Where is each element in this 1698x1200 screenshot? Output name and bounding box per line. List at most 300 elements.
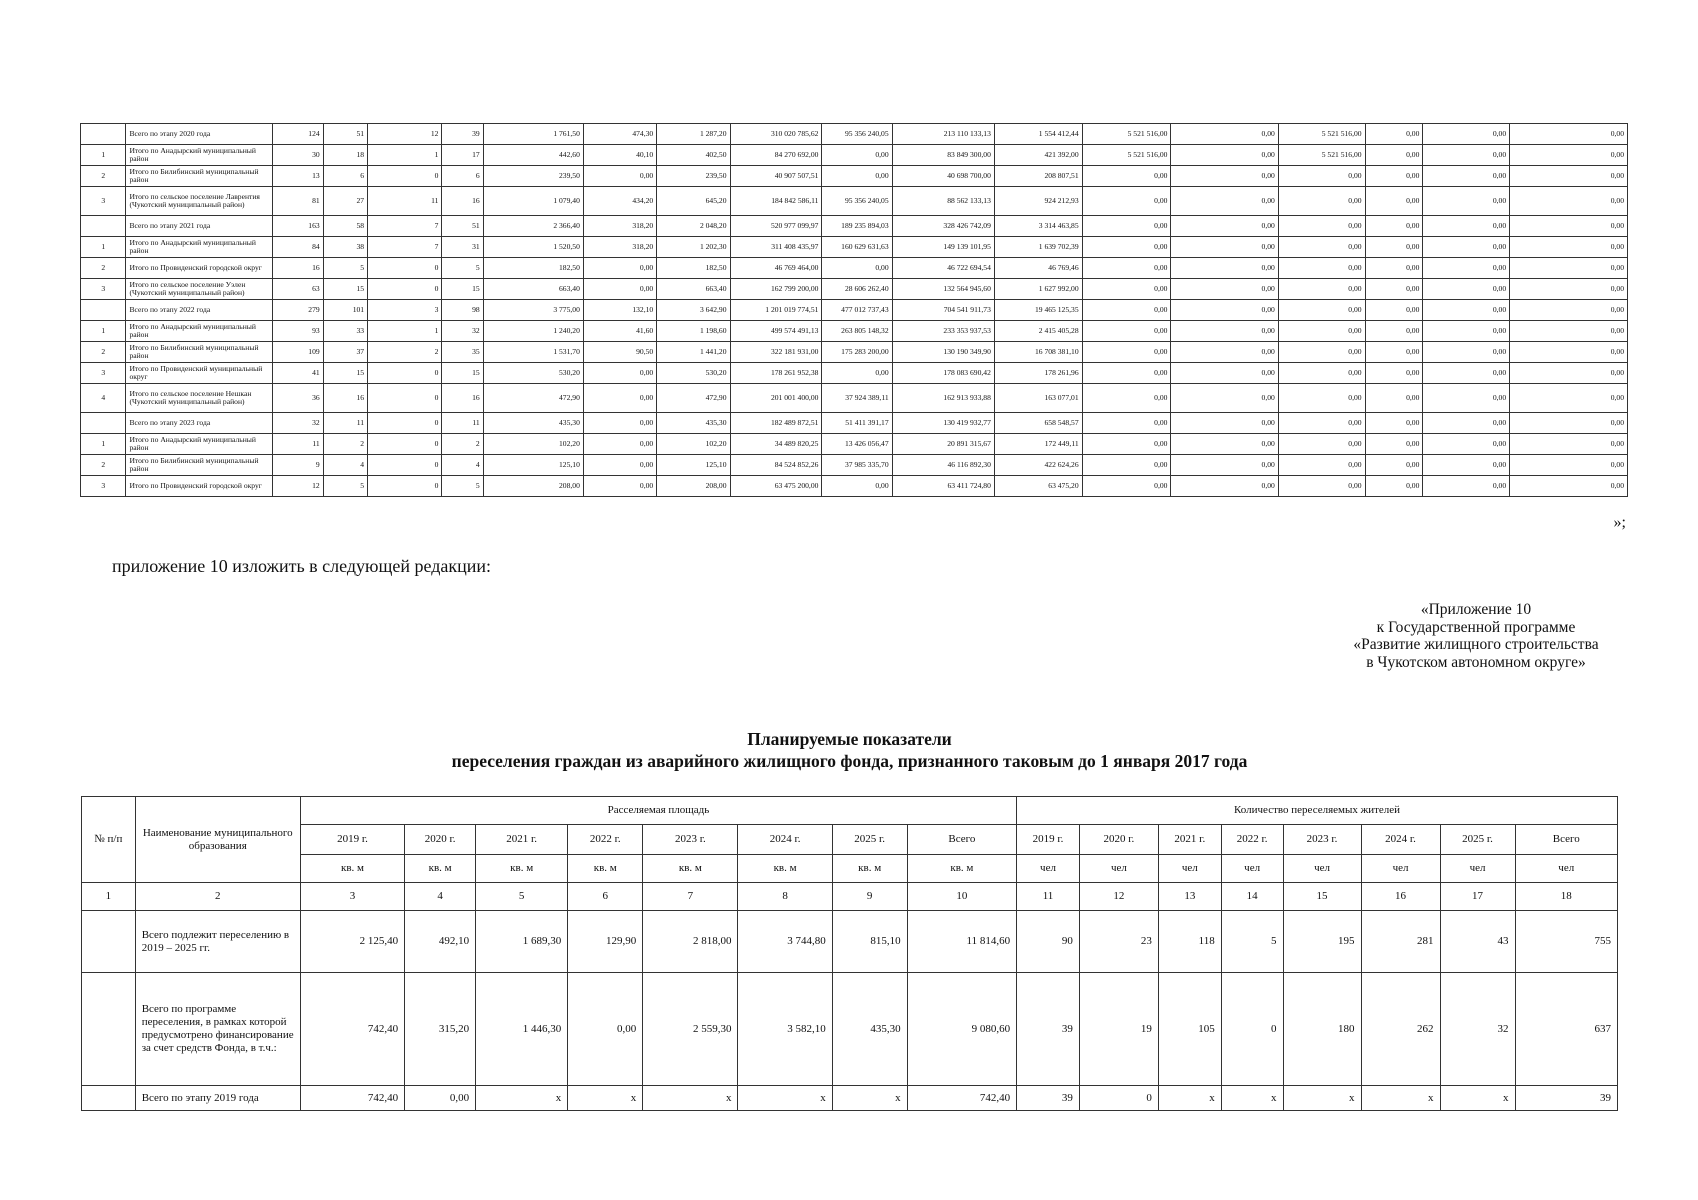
prior-table-cell: 0 (368, 384, 442, 413)
column-number: 17 (1440, 883, 1515, 911)
prior-table-cell: 322 181 931,00 (730, 342, 822, 363)
prior-table-row (81, 384, 1628, 413)
area-value: x (568, 1086, 643, 1111)
prior-table-cell: 239,50 (657, 166, 730, 187)
prior-table-cell: 0,00 (1423, 124, 1510, 145)
prior-table-cell: 2 (368, 342, 442, 363)
prior-table-cell: 0,00 (1423, 413, 1510, 434)
area-value: x (738, 1086, 832, 1111)
prior-table-cell: 0,00 (1082, 413, 1171, 434)
prior-table-cell: 0,00 (1278, 300, 1365, 321)
prior-table-cell: 0,00 (1423, 363, 1510, 384)
appendix-line: «Приложение 10 (1420, 601, 1532, 618)
prior-table-cell: 4 (442, 455, 483, 476)
prior-table-cell: 472,90 (657, 384, 730, 413)
prior-table-cell: 311 408 435,97 (730, 237, 822, 258)
prior-table-cell: 318,20 (583, 237, 656, 258)
prior-table-cell: 1 (81, 321, 126, 342)
prior-table-cell: 0,00 (1171, 342, 1278, 363)
prior-table-cell: 0,00 (822, 476, 892, 497)
people-value: 90 (1017, 911, 1080, 973)
column-number: 11 (1017, 883, 1080, 911)
prior-table-cell: 0,00 (1082, 166, 1171, 187)
prior-table-cell: 0 (368, 258, 442, 279)
prior-table-cell: 0,00 (1365, 342, 1423, 363)
people-value: x (1158, 1086, 1221, 1111)
prior-table-cell: 0,00 (1423, 384, 1510, 413)
prior-table-cell: 0,00 (1171, 434, 1278, 455)
prior-table-row (81, 216, 1628, 237)
prior-table-cell: 645,20 (657, 187, 730, 216)
resettlement-table (81, 796, 1618, 1111)
prior-table-cell: 318,20 (583, 216, 656, 237)
area-value: 742,40 (300, 1086, 404, 1111)
area-value: 129,90 (568, 911, 643, 973)
prior-table-cell: 33 (323, 321, 367, 342)
prior-table-cell: 20 891 315,67 (892, 434, 994, 455)
prior-table-cell: 5 (323, 258, 367, 279)
people-value: 39 (1515, 1086, 1618, 1111)
prior-table-cell: 1 627 992,00 (994, 279, 1082, 300)
prior-table-cell: 9 (273, 455, 324, 476)
column-number: 4 (405, 883, 476, 911)
prior-table-cell (81, 413, 126, 434)
prior-table-cell: 37 924 389,11 (822, 384, 892, 413)
prior-table-cell: 0,00 (1082, 279, 1171, 300)
prior-table-cell: 37 (323, 342, 367, 363)
unit-header: чел (1017, 855, 1080, 883)
prior-table-cell: 13 426 056,47 (822, 434, 892, 455)
year-header: 2021 г. (476, 825, 568, 855)
prior-table-cell: Итого по Анадырский муниципальный район (126, 434, 273, 455)
prior-table-cell: Итого по Провиденский муниципальный округ (126, 363, 273, 384)
prior-table-cell: 0,00 (1082, 363, 1171, 384)
prior-table-cell: 125,10 (657, 455, 730, 476)
prior-table-cell: 0,00 (1365, 187, 1423, 216)
prior-table-cell: 102,20 (483, 434, 583, 455)
prior-table-cell: 3 (81, 363, 126, 384)
prior-table-cell: 132,10 (583, 300, 656, 321)
prior-table-cell: 0,00 (583, 413, 656, 434)
prior-table-cell: 0,00 (1082, 434, 1171, 455)
prior-table-cell: 175 283 200,00 (822, 342, 892, 363)
prior-table-cell: 1 531,70 (483, 342, 583, 363)
prior-table-cell: 40 907 507,51 (730, 166, 822, 187)
prior-table-cell: 0,00 (1171, 258, 1278, 279)
prior-table-cell: 1 (368, 321, 442, 342)
prior-table-cell: 58 (323, 216, 367, 237)
prior-table-cell: 46 722 694,54 (892, 258, 994, 279)
prior-table-cell: 30 (273, 145, 324, 166)
prior-table-cell: 0,00 (1278, 237, 1365, 258)
prior-table-cell (81, 124, 126, 145)
prior-table-cell: 189 235 894,03 (822, 216, 892, 237)
prior-table-cell: 0,00 (1278, 342, 1365, 363)
prior-table-cell: Итого по Анадырский муниципальный район (126, 145, 273, 166)
prior-table-cell: 46 769 464,00 (730, 258, 822, 279)
prior-table-cell: 0,00 (1510, 300, 1628, 321)
prior-table-cell: 162 799 200,00 (730, 279, 822, 300)
area-value: 435,30 (832, 973, 907, 1086)
prior-table-cell: 0,00 (1365, 455, 1423, 476)
row-number (82, 973, 136, 1086)
prior-table-cell: 704 541 911,73 (892, 300, 994, 321)
prior-table-cell: 0,00 (1171, 413, 1278, 434)
prior-table-cell: 109 (273, 342, 324, 363)
prior-table-cell: 2 (81, 455, 126, 476)
prior-table-cell: 1 (81, 237, 126, 258)
unit-header: кв. м (568, 855, 643, 883)
prior-table-cell: Итого по сельское поселение Лаврентия (Чукотский муниципальный район) (126, 187, 273, 216)
prior-table-cell: 0,00 (1365, 124, 1423, 145)
prior-table-cell: 0,00 (583, 279, 656, 300)
prior-table-cell: 1 287,20 (657, 124, 730, 145)
prior-table-cell: 93 (273, 321, 324, 342)
table-row (82, 911, 1618, 973)
prior-table-cell: 2 (323, 434, 367, 455)
prior-table-cell: 421 392,00 (994, 145, 1082, 166)
prior-table-cell: 1 079,40 (483, 187, 583, 216)
people-value: 19 (1079, 973, 1158, 1086)
prior-table-cell: 0 (368, 363, 442, 384)
prior-table-cell: 530,20 (483, 363, 583, 384)
prior-table-cell: 1 441,20 (657, 342, 730, 363)
prior-table-cell: Всего по этапу 2020 года (126, 124, 273, 145)
people-value: 0 (1079, 1086, 1158, 1111)
year-header: 2019 г. (300, 825, 404, 855)
people-value: 43 (1440, 911, 1515, 973)
prior-table-cell: 0,00 (1171, 363, 1278, 384)
people-value: 195 (1283, 911, 1361, 973)
year-header: 2021 г. (1158, 825, 1221, 855)
prior-table-cell: 0,00 (1171, 216, 1278, 237)
prior-table-row (81, 434, 1628, 455)
prior-table-cell: 16 708 381,10 (994, 342, 1082, 363)
area-value: 3 744,80 (738, 911, 832, 973)
prior-table-cell: 0,00 (1510, 279, 1628, 300)
prior-table-cell: 0,00 (583, 166, 656, 187)
prior-table-cell: 160 629 631,63 (822, 237, 892, 258)
prior-table-cell: 0,00 (1278, 321, 1365, 342)
prior-table-cell: 95 356 240,05 (822, 187, 892, 216)
prior-table-cell: 162 913 933,88 (892, 384, 994, 413)
column-number: 18 (1515, 883, 1618, 911)
prior-table-cell: 5 521 516,00 (1278, 124, 1365, 145)
year-header: 2019 г. (1017, 825, 1080, 855)
prior-table-cell: 0,00 (822, 166, 892, 187)
prior-table-cell: 0,00 (1082, 321, 1171, 342)
prior-table-cell: 0,00 (1082, 300, 1171, 321)
year-header: 2025 г. (832, 825, 907, 855)
prior-table-cell: 46 116 892,30 (892, 455, 994, 476)
column-number: 10 (907, 883, 1016, 911)
prior-table-cell: 83 849 300,00 (892, 145, 994, 166)
column-number: 13 (1158, 883, 1221, 911)
prior-table-cell: 16 (323, 384, 367, 413)
prior-table-cell: 84 270 692,00 (730, 145, 822, 166)
prior-table-cell: Всего по этапу 2021 года (126, 216, 273, 237)
year-header: 2023 г. (1283, 825, 1361, 855)
prior-table-cell: 0,00 (583, 258, 656, 279)
area-value: 0,00 (405, 1086, 476, 1111)
prior-table-cell: 182,50 (483, 258, 583, 279)
prior-table-cell: 0 (368, 279, 442, 300)
year-header: 2025 г. (1440, 825, 1515, 855)
people-value: x (1221, 1086, 1283, 1111)
year-header: 2024 г. (1361, 825, 1440, 855)
appendix-line: в Чукотском автономном округе» (1366, 653, 1586, 671)
prior-table-cell: 402,50 (657, 145, 730, 166)
prior-table-cell: 125,10 (483, 455, 583, 476)
prior-table-cell: 0,00 (1510, 237, 1628, 258)
prior-table-row (81, 342, 1628, 363)
prior-table-cell: 328 426 742,09 (892, 216, 994, 237)
table-row (82, 973, 1618, 1086)
people-value: 105 (1158, 973, 1221, 1086)
prior-table-cell: 0,00 (1423, 434, 1510, 455)
quote-end-mark: »; (1613, 514, 1626, 531)
area-value: 2 818,00 (643, 911, 738, 973)
prior-table-cell: 0,00 (1278, 216, 1365, 237)
prior-table-cell: 5 (323, 476, 367, 497)
prior-table-cell: 530,20 (657, 363, 730, 384)
prior-table-cell: 0 (368, 166, 442, 187)
area-value: 492,10 (405, 911, 476, 973)
people-value: 755 (1515, 911, 1618, 973)
prior-table-row (81, 145, 1628, 166)
row-number (82, 1086, 136, 1111)
prior-table-cell: 434,20 (583, 187, 656, 216)
area-value: x (476, 1086, 568, 1111)
prior-table-cell: 279 (273, 300, 324, 321)
prior-table-cell: 95 356 240,05 (822, 124, 892, 145)
prior-table-cell: 28 606 262,40 (822, 279, 892, 300)
prior-table-cell: 16 (273, 258, 324, 279)
prior-table-cell: 0,00 (583, 384, 656, 413)
prior-table-cell: 130 190 349,90 (892, 342, 994, 363)
people-value: 5 (1221, 911, 1283, 973)
title-line: переселения граждан из аварийного жилищного фонда, признанного таковым до 1 января 2017 года (451, 751, 1248, 771)
prior-table-cell: 1 198,60 (657, 321, 730, 342)
prior-table-cell: 182 489 872,51 (730, 413, 822, 434)
people-value: 39 (1017, 1086, 1080, 1111)
column-number: 12 (1079, 883, 1158, 911)
prior-table-cell: 0,00 (1278, 363, 1365, 384)
prior-table-row (81, 413, 1628, 434)
area-value: 2 125,40 (300, 911, 404, 973)
unit-header: чел (1283, 855, 1361, 883)
prior-table-cell: Итого по Билибинский муниципальный район (126, 166, 273, 187)
prior-table-cell: 0,00 (1278, 413, 1365, 434)
prior-table-cell: 0,00 (1171, 145, 1278, 166)
area-value: 742,40 (907, 1086, 1016, 1111)
prior-table-cell: 263 805 148,32 (822, 321, 892, 342)
prior-table-cell: 88 562 133,13 (892, 187, 994, 216)
prior-table-row (81, 279, 1628, 300)
prior-table-cell: 1 761,50 (483, 124, 583, 145)
prior-table-cell: 0,00 (1365, 476, 1423, 497)
unit-header: кв. м (300, 855, 404, 883)
prior-table-cell: 239,50 (483, 166, 583, 187)
prior-table-cell: 0,00 (1510, 124, 1628, 145)
prior-table-cell: 0,00 (1278, 434, 1365, 455)
people-value: 637 (1515, 973, 1618, 1086)
row-label: Всего по этапу 2019 года (135, 1086, 300, 1111)
prior-table-cell: 0,00 (1365, 434, 1423, 455)
prior-table-cell: 32 (273, 413, 324, 434)
prior-table-cell: 0,00 (1365, 321, 1423, 342)
year-header: 2020 г. (405, 825, 476, 855)
prior-table-cell: 0,00 (1082, 476, 1171, 497)
prior-table-cell: 0,00 (1510, 258, 1628, 279)
prior-table-cell: 0,00 (1510, 434, 1628, 455)
prior-table-cell: 1 554 412,44 (994, 124, 1082, 145)
prior-table-cell: 0,00 (1423, 476, 1510, 497)
prior-table-cell: 81 (273, 187, 324, 216)
prior-table-cell: 38 (323, 237, 367, 258)
prior-table-cell: 658 548,57 (994, 413, 1082, 434)
row-number (82, 911, 136, 973)
prior-table-cell: Всего по этапу 2022 года (126, 300, 273, 321)
appendix-line: к Государственной программе (1376, 618, 1576, 636)
area-value: 1 689,30 (476, 911, 568, 973)
area-value: 3 582,10 (738, 973, 832, 1086)
people-value: 118 (1158, 911, 1221, 973)
prior-table-cell: 51 411 391,17 (822, 413, 892, 434)
area-value: 1 446,30 (476, 973, 568, 1086)
prior-table-cell: 2 415 405,28 (994, 321, 1082, 342)
prior-table-cell: 2 (81, 258, 126, 279)
prior-table-cell: 0,00 (1278, 187, 1365, 216)
prior-table-row (81, 363, 1628, 384)
prior-table-cell: 0,00 (1082, 237, 1171, 258)
title-line: Планируемые показатели (747, 729, 952, 749)
prior-table-cell: 2 (81, 342, 126, 363)
people-value: x (1361, 1086, 1440, 1111)
prior-table-cell: Всего по этапу 2023 года (126, 413, 273, 434)
prior-table-cell: 0,00 (1365, 363, 1423, 384)
prior-table-row (81, 166, 1628, 187)
prior-table-cell: 11 (273, 434, 324, 455)
unit-header: чел (1515, 855, 1618, 883)
prior-table-cell: 15 (442, 279, 483, 300)
prior-table-cell: 4 (81, 384, 126, 413)
prior-table-cell: 39 (442, 124, 483, 145)
prior-table-cell: 46 769,46 (994, 258, 1082, 279)
appendix-heading (1326, 601, 1626, 671)
prior-table-cell: 435,30 (483, 413, 583, 434)
prior-table-cell: 472,90 (483, 384, 583, 413)
prior-table-cell: Итого по Провиденский городской округ (126, 476, 273, 497)
prior-table-cell: 663,40 (483, 279, 583, 300)
column-number: 6 (568, 883, 643, 911)
unit-header: чел (1440, 855, 1515, 883)
prior-table-cell: 0,00 (1171, 279, 1278, 300)
prior-table-cell: 208,00 (657, 476, 730, 497)
prior-table-cell: 5 521 516,00 (1278, 145, 1365, 166)
prior-table-cell: 36 (273, 384, 324, 413)
prior-table-row (81, 237, 1628, 258)
prior-table-cell: 924 212,93 (994, 187, 1082, 216)
unit-header: кв. м (405, 855, 476, 883)
prior-table-cell: Итого по сельское поселение Нешкан (Чукотский муниципальный район) (126, 384, 273, 413)
prior-table-cell: 0,00 (1423, 258, 1510, 279)
prior-table-cell: 0,00 (583, 363, 656, 384)
prior-table-cell: 90,50 (583, 342, 656, 363)
prior-table-cell: 178 261 952,38 (730, 363, 822, 384)
prior-table-row (81, 124, 1628, 145)
instruction-text: приложение 10 изложить в следующей редакции: (112, 556, 492, 576)
column-number: 8 (738, 883, 832, 911)
prior-table-cell: 208,00 (483, 476, 583, 497)
prior-table-cell: 0,00 (1278, 384, 1365, 413)
prior-table-cell: 101 (323, 300, 367, 321)
column-number: 2 (135, 883, 300, 911)
prior-table-cell: 0,00 (1423, 187, 1510, 216)
prior-table-cell: 0,00 (1171, 166, 1278, 187)
unit-header: чел (1221, 855, 1283, 883)
area-value: 0,00 (568, 973, 643, 1086)
prior-table-cell: 0,00 (1171, 237, 1278, 258)
prior-table-cell: 0,00 (1278, 279, 1365, 300)
column-number: 5 (476, 883, 568, 911)
prior-table-cell: 12 (273, 476, 324, 497)
prior-table-cell: 163 077,01 (994, 384, 1082, 413)
prior-table-cell: 0,00 (1365, 279, 1423, 300)
document-title (81, 728, 1618, 772)
prior-table-cell: 3 (81, 279, 126, 300)
prior-table-cell: 0,00 (822, 145, 892, 166)
prior-table-cell: 132 564 945,60 (892, 279, 994, 300)
header-area: Расселяемая площадь (300, 797, 1016, 825)
prior-table-cell: 3 314 463,85 (994, 216, 1082, 237)
table-row (82, 1086, 1618, 1111)
unit-header: кв. м (643, 855, 738, 883)
prior-table-cell: 0,00 (1423, 342, 1510, 363)
people-value: 262 (1361, 973, 1440, 1086)
prior-table-cell: 1 202,30 (657, 237, 730, 258)
prior-table-cell: 310 020 785,62 (730, 124, 822, 145)
prior-table-cell: 63 411 724,80 (892, 476, 994, 497)
column-number: 3 (300, 883, 404, 911)
prior-table-cell: 0,00 (1510, 455, 1628, 476)
prior-table-cell: 3 (81, 187, 126, 216)
prior-table-cell: 34 489 820,25 (730, 434, 822, 455)
prior-table-cell: 201 001 400,00 (730, 384, 822, 413)
appendix-line: «Развитие жилищного строительства (1353, 636, 1599, 653)
prior-table-cell: 3 (81, 476, 126, 497)
prior-table-cell: 233 353 937,53 (892, 321, 994, 342)
prior-table-cell: 6 (442, 166, 483, 187)
prior-table-cell: 1 (368, 145, 442, 166)
prior-table-cell: Итого по Провиденский городской округ (126, 258, 273, 279)
prior-table-cell: 0,00 (1171, 187, 1278, 216)
prior-table-cell: 663,40 (657, 279, 730, 300)
prior-table-cell: 0,00 (1510, 342, 1628, 363)
prior-table-cell: 0,00 (1082, 384, 1171, 413)
prior-table-cell: 0,00 (1082, 187, 1171, 216)
prior-table-cell: 178 261,96 (994, 363, 1082, 384)
prior-table-cell: 1 (81, 434, 126, 455)
prior-table-cell: 11 (368, 187, 442, 216)
prior-table-cell: 0,00 (1171, 384, 1278, 413)
prior-table-cell: 3 775,00 (483, 300, 583, 321)
prior-table-cell: 0,00 (1171, 300, 1278, 321)
prior-table-cell: 63 475,20 (994, 476, 1082, 497)
prior-table-row (81, 187, 1628, 216)
prior-table-cell: 2 366,40 (483, 216, 583, 237)
prior-table-cell: 3 (368, 300, 442, 321)
